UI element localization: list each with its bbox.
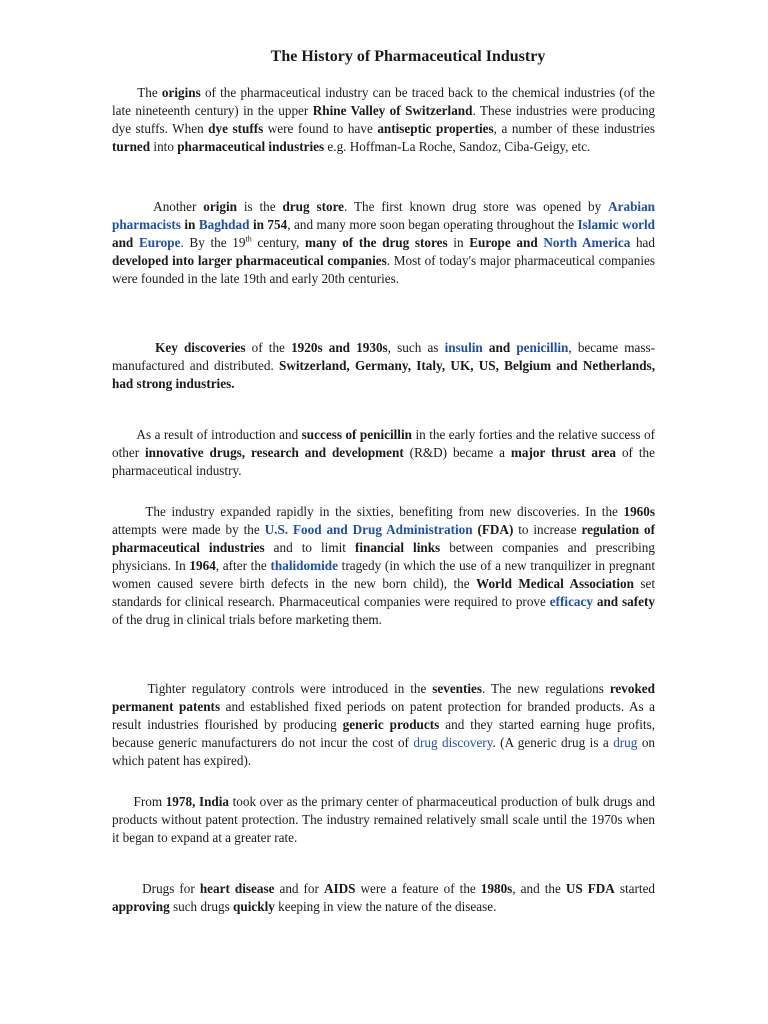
text-run: e.g. Hoffman-La Roche, Sandoz, Ciba-Geigy, etc. xyxy=(324,139,591,154)
paragraph-india xyxy=(112,793,655,847)
text-link[interactable]: thalidomide xyxy=(270,558,338,573)
text-run: on which patent has expired). xyxy=(112,735,656,768)
text-run: The industry expanded rapidly in the sixties, benefiting from new discoveries. In the xyxy=(112,504,624,519)
text-run: As a result of introduction and xyxy=(112,427,302,442)
text-run: of the xyxy=(245,340,292,355)
text-run: 1960s xyxy=(623,504,655,519)
text-link[interactable]: U.S. Food and Drug Administration xyxy=(264,522,473,537)
text-run: attempts were made by the xyxy=(112,522,265,537)
text-run: (FDA) xyxy=(472,522,514,537)
text-run: and xyxy=(112,235,139,250)
text-run: in 754 xyxy=(249,217,288,232)
text-run: and they started earning huge profits, because generic manufacturers do not incur the cost of xyxy=(112,717,656,750)
text-run: The xyxy=(112,85,162,100)
text-run: World Medical Association xyxy=(476,576,634,591)
text-run: of the pharmaceutical industry can be traced back to the chemical industries (of the late nineteenth century) in the upper xyxy=(112,85,655,118)
text-run: . These industries were producing dye stuffs. When xyxy=(112,103,656,136)
text-run xyxy=(112,340,155,355)
text-run: antiseptic properties xyxy=(377,121,494,136)
text-run: From xyxy=(112,794,166,809)
text-run: developed into larger pharmaceutical companies xyxy=(112,253,387,268)
text-run: dye stuffs xyxy=(208,121,264,136)
text-run: and to limit xyxy=(264,540,355,555)
text-run: of the pharmaceutical industry. xyxy=(112,445,655,478)
text-run: Tighter regulatory controls were introduced in the xyxy=(112,681,433,696)
paragraph-seventies xyxy=(112,680,655,770)
paragraph-sixties xyxy=(112,503,655,629)
text-run: (R&D) became a xyxy=(403,445,511,460)
text-run: had xyxy=(630,235,656,250)
text-run: 1964 xyxy=(189,558,216,573)
text-run: many of the drug stores xyxy=(305,235,448,250)
text-run: in xyxy=(447,235,470,250)
text-run: innovative drugs, research and development xyxy=(145,445,404,460)
text-run: pharmaceutical industries xyxy=(177,139,325,154)
text-run: , such as xyxy=(387,340,445,355)
text-run: 1920s and 1930s xyxy=(291,340,388,355)
text-run: regulation of pharmaceutical industries xyxy=(112,522,656,555)
text-run: 1978, India xyxy=(165,794,230,809)
text-run: , and many more soon began operating throughout the xyxy=(287,217,578,232)
text-run: origins xyxy=(161,85,201,100)
paragraph-key-discoveries xyxy=(112,339,655,393)
paragraph-eighties xyxy=(112,880,655,916)
text-run: financial links xyxy=(354,540,441,555)
text-run: , a number of these industries xyxy=(493,121,655,136)
text-run: Europe and xyxy=(469,235,544,250)
text-link[interactable]: Baghdad xyxy=(198,217,250,232)
text-run: turned xyxy=(112,139,151,154)
text-link[interactable]: penicillin xyxy=(516,340,569,355)
text-run: is the xyxy=(236,199,283,214)
text-run: between companies and prescribing physicians. In xyxy=(112,540,655,573)
text-run: into xyxy=(150,139,178,154)
text-run: in the early forties and the relative success of other xyxy=(112,427,656,460)
text-link[interactable]: insulin xyxy=(444,340,483,355)
text-run: and established fixed periods on patent protection for branded products. As a result industries flourished by producing xyxy=(112,699,655,732)
text-run: Drugs for xyxy=(112,881,200,896)
text-link[interactable]: drug xyxy=(613,735,638,750)
text-run: 1980s xyxy=(480,881,513,896)
text-run: were found to have xyxy=(263,121,378,136)
paragraph-origins xyxy=(112,84,655,156)
text-run: tragedy (in which the use of a new tranquilizer in pregnant women caused severe birth defects in the new born child), the xyxy=(112,558,655,591)
text-run: , and the xyxy=(512,881,566,896)
text-run: quickly xyxy=(233,899,275,914)
text-run: origin xyxy=(203,199,237,214)
text-run: Switzerland, Germany, Italy, UK, US, Belgium and Netherlands, had strong industries. xyxy=(112,358,655,391)
text-run: to increase xyxy=(513,522,582,537)
text-run: drug store xyxy=(282,199,345,214)
text-run: AIDS xyxy=(323,881,356,896)
text-run: century, xyxy=(251,235,306,250)
document-title: The History of Pharmaceutical Industry xyxy=(270,48,546,65)
text-run: started xyxy=(614,881,656,896)
text-run: in xyxy=(180,217,199,232)
paragraph-penicillin xyxy=(112,426,655,480)
text-run: set standards for clinical research. Pharmaceutical companies were required to prove xyxy=(112,576,655,609)
text-link[interactable]: Europe xyxy=(138,235,181,250)
text-run: Rhine Valley of Switzerland xyxy=(312,103,473,118)
text-run: th xyxy=(245,234,252,244)
text-run: , after the xyxy=(215,558,271,573)
text-run: revoked permanent patents xyxy=(112,681,655,714)
text-run: Another xyxy=(112,199,204,214)
text-run: US FDA xyxy=(565,881,615,896)
text-run: took over as the primary center of pharmaceutical production of bulk drugs and products without patent protection. The industry remained relatively small scale until the 1970s when it began to expand at a greater rate. xyxy=(112,794,656,845)
text-run: generic products xyxy=(342,717,440,732)
text-run: success of penicillin xyxy=(301,427,412,442)
text-link[interactable]: drug discovery xyxy=(413,735,493,750)
text-run: Key discoveries xyxy=(155,340,246,355)
text-run: seventies xyxy=(432,681,483,696)
text-run: and safety xyxy=(592,594,655,609)
paragraph-drug-store xyxy=(112,198,655,288)
text-run: such drugs xyxy=(169,899,234,914)
text-run: . Most of today's major pharmaceutical companies were founded in the late 19th and early 20th centuries. xyxy=(112,253,655,286)
text-run: , became mass-manufactured and distributed. xyxy=(112,340,656,373)
text-run: of the drug in clinical trials before marketing them. xyxy=(112,612,382,627)
text-run: . (A generic drug is a xyxy=(492,735,614,750)
text-link[interactable]: efficacy xyxy=(549,594,593,609)
text-run: heart disease xyxy=(199,881,275,896)
text-run: approving xyxy=(112,899,170,914)
text-run: and for xyxy=(274,881,324,896)
text-run: . By the 19 xyxy=(180,235,246,250)
text-run: . The first known drug store was opened by xyxy=(344,199,609,214)
text-run: were a feature of the xyxy=(355,881,481,896)
text-link[interactable]: North America xyxy=(543,235,631,250)
text-run: . The new regulations xyxy=(482,681,610,696)
text-run: major thrust area xyxy=(510,445,617,460)
text-link[interactable]: Arabian pharmacists xyxy=(112,199,656,232)
text-run: keeping in view the nature of the disease. xyxy=(274,899,497,914)
text-link[interactable]: Islamic world xyxy=(577,217,656,232)
text-run: and xyxy=(482,340,517,355)
